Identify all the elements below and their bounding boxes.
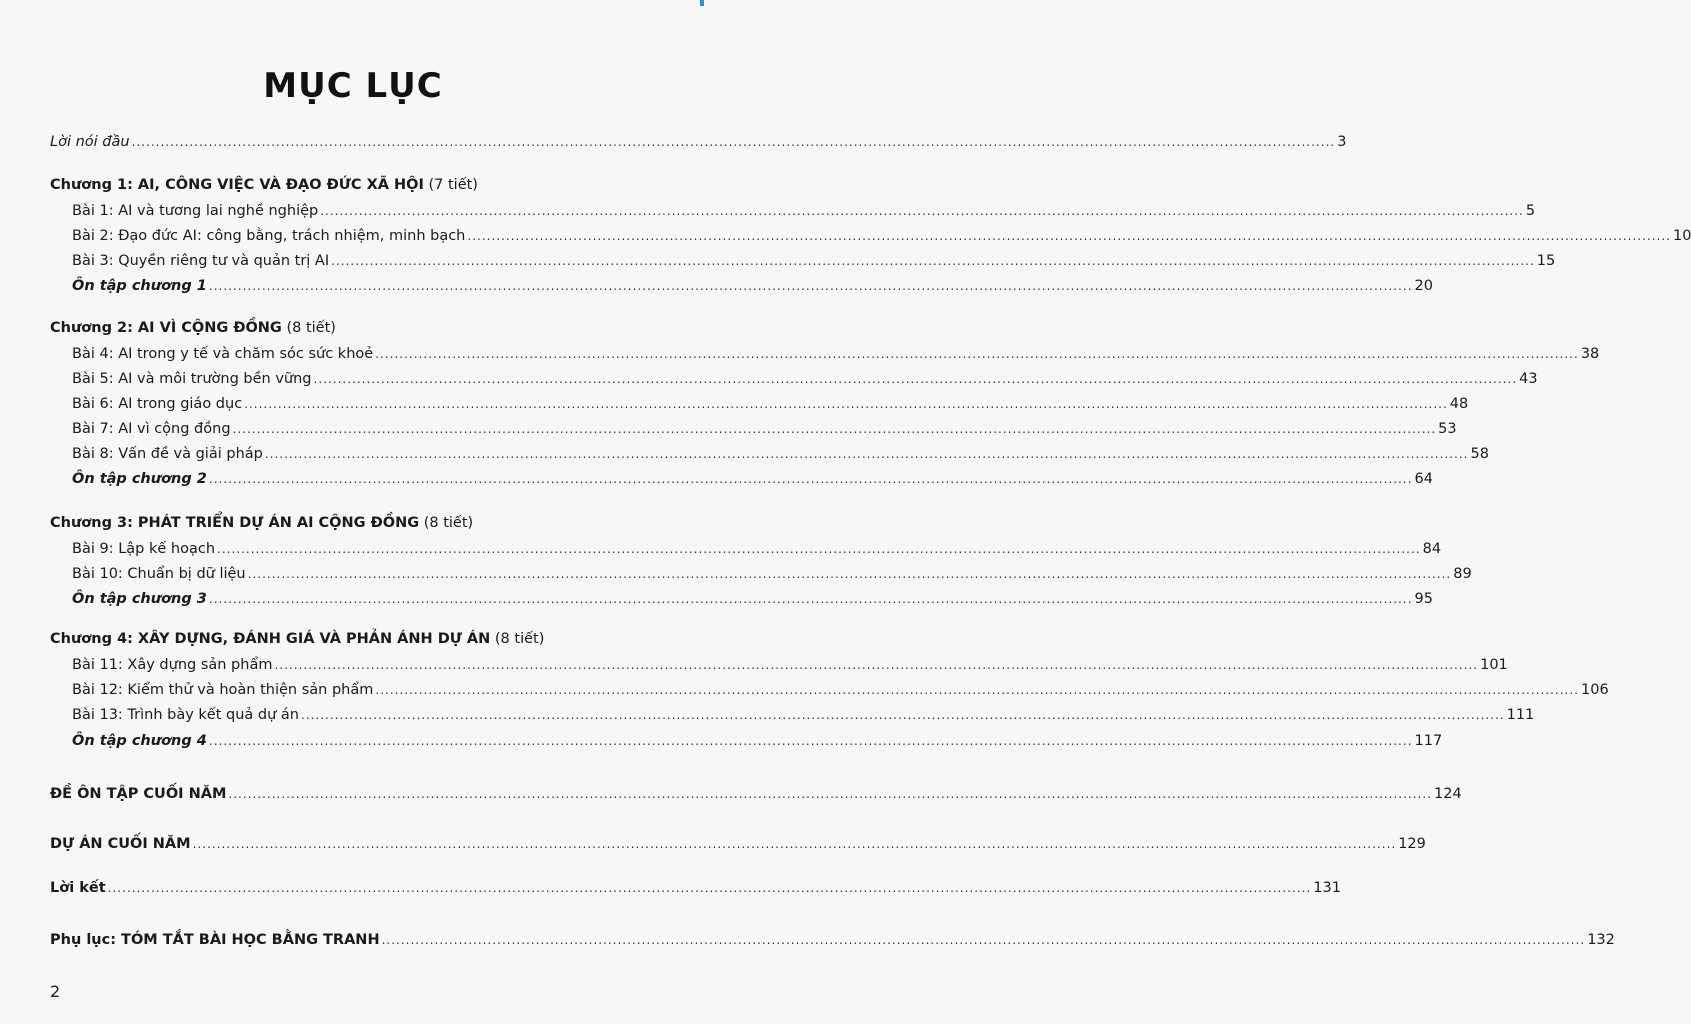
dot-leader: .......................................................................................................................................................................................................................................................... <box>192 837 1397 851</box>
toc-entry-label: Bài 2: Đạo đức AI: công bằng, trách nhiệm, minh bạch <box>72 228 466 244</box>
toc-entry-label: Bài 4: AI trong y tế và chăm sóc sức khoẻ <box>72 346 374 362</box>
toc-entry-label: Bài 8: Vấn đề và giải pháp <box>72 446 263 462</box>
chapter-hours: (7 tiết) <box>428 177 478 193</box>
toc-entry-page: 111 <box>1506 707 1535 723</box>
toc-entry-page: 131 <box>1313 880 1341 896</box>
toc-entry-page: 48 <box>1449 396 1469 412</box>
dot-leader: .......................................................................................................................................................................................................................................................... <box>232 422 1437 436</box>
dot-leader: .......................................................................................................................................................................................................................................................... <box>381 933 1586 947</box>
toc-entry-lesson-11[interactable] <box>0 654 1508 676</box>
page-title: MỤC LỤC <box>263 66 443 106</box>
toc-entry-label: ĐỀ ÔN TẬP CUỐI NĂM <box>50 786 227 802</box>
toc-entry-label: Ôn tập chương 1 <box>72 278 207 294</box>
toc-entry-label: Bài 3: Quyền riêng tư và quản trị AI <box>72 253 330 269</box>
toc-entry-page: 38 <box>1580 346 1600 362</box>
toc-entry-lesson-13[interactable] <box>0 704 1535 726</box>
dot-leader: .......................................................................................................................................................................................................................................................... <box>300 708 1505 722</box>
toc-entry-page: 3 <box>1337 134 1347 150</box>
dot-leader: .......................................................................................................................................................................................................................................................... <box>375 347 1579 361</box>
toc-entry-label: Ôn tập chương 4 <box>72 733 207 749</box>
toc-entry-lesson-9[interactable] <box>0 538 1442 560</box>
toc-entry-page: 89 <box>1453 566 1472 582</box>
dot-leader: .......................................................................................................................................................................................................................................................... <box>244 397 1448 411</box>
chapter-title: Chương 3: PHÁT TRIỂN DỰ ÁN AI CỘNG ĐỒNG <box>50 515 420 531</box>
toc-entry-review-4[interactable] <box>0 730 1443 752</box>
toc-entry-label: Bài 12: Kiểm thử và hoàn thiện sản phẩm <box>72 682 374 698</box>
dot-leader: .......................................................................................................................................................................................................................................................... <box>331 254 1535 268</box>
dot-leader: .......................................................................................................................................................................................................................................................... <box>320 204 1524 218</box>
dot-leader: .......................................................................................................................................................................................................................................................... <box>217 542 1421 556</box>
toc-entry-page: 15 <box>1536 253 1556 269</box>
dot-leader: .......................................................................................................................................................................................................................................................... <box>313 372 1518 386</box>
toc-entry-label: Bài 13: Trình bày kết quả dự án <box>72 707 299 723</box>
toc-entry-label: DỰ ÁN CUỐI NĂM <box>50 836 191 852</box>
toc-entry-appendix[interactable] <box>0 929 1615 951</box>
toc-entry-review-1[interactable] <box>0 275 1433 297</box>
toc-entry-label: Ôn tập chương 3 <box>72 591 207 607</box>
dot-leader: .......................................................................................................................................................................................................................................................... <box>264 447 1469 461</box>
chapter-heading-3[interactable] <box>50 512 473 534</box>
dot-leader: .......................................................................................................................................................................................................................................................... <box>131 135 1336 149</box>
toc-entry-label: Bài 11: Xây dựng sản phẩm <box>72 657 273 673</box>
toc-entry-review-2[interactable] <box>0 468 1433 490</box>
toc-entry-lesson-3[interactable] <box>0 250 1556 272</box>
toc-entry-lesson-4[interactable] <box>0 343 1600 365</box>
toc-entry-final-project[interactable] <box>0 833 1426 855</box>
toc-entry-lesson-2[interactable] <box>0 225 1691 247</box>
toc-entry-intro[interactable] <box>0 131 1347 153</box>
chapter-hours: (8 tiết) <box>494 631 545 647</box>
chapter-hours: (8 tiết) <box>423 515 474 531</box>
dot-leader: .......................................................................................................................................................................................................................................................... <box>274 658 1479 672</box>
chapter-heading-2[interactable] <box>50 317 336 339</box>
toc-entry-lesson-10[interactable] <box>0 563 1472 585</box>
toc-entry-page: 64 <box>1414 471 1433 487</box>
toc-entry-page: 10 <box>1673 228 1691 244</box>
toc-entry-review-3[interactable] <box>0 588 1433 610</box>
dot-leader: .......................................................................................................................................................................................................................................................... <box>208 734 1413 748</box>
toc-entry-page: 106 <box>1581 682 1609 698</box>
toc-entry-label: Bài 5: AI và môi trường bền vững <box>72 371 312 387</box>
toc-entry-page: 132 <box>1587 932 1615 948</box>
toc-entry-page: 124 <box>1434 786 1462 802</box>
dot-leader: .......................................................................................................................................................................................................................................................... <box>208 279 1413 293</box>
toc-entry-page: 20 <box>1414 278 1433 294</box>
toc-entry-label: Bài 10: Chuẩn bị dữ liệu <box>72 566 246 582</box>
toc-entry-label: Bài 1: AI và tương lai nghề nghiệp <box>72 203 319 219</box>
toc-entry-page: 53 <box>1438 421 1457 437</box>
toc-entry-lesson-12[interactable] <box>0 679 1609 701</box>
toc-entry-label: Bài 9: Lập kế hoạch <box>72 541 216 557</box>
dot-leader: .......................................................................................................................................................................................................................................................... <box>228 787 1432 801</box>
dot-leader: .......................................................................................................................................................................................................................................................... <box>208 472 1413 486</box>
toc-entry-lesson-6[interactable] <box>0 393 1469 415</box>
chapter-title: Chương 4: XÂY DỰNG, ĐÁNH GIÁ VÀ PHẢN ÁNH DỰ ÁN <box>50 631 491 647</box>
chapter-heading-1[interactable] <box>50 174 478 196</box>
toc-entry-label: Lời kết <box>50 880 106 896</box>
chapter-hours: (8 tiết) <box>286 320 336 336</box>
toc-entry-page: 5 <box>1525 203 1536 219</box>
toc-entry-label: Ôn tập chương 2 <box>72 471 207 487</box>
dot-leader: .......................................................................................................................................................................................................................................................... <box>467 229 1672 243</box>
dot-leader: .......................................................................................................................................................................................................................................................... <box>247 567 1452 581</box>
toc-entry-label: Bài 6: AI trong giáo dục <box>72 396 243 412</box>
toc-entry-page: 58 <box>1470 446 1489 462</box>
dot-leader: .......................................................................................................................................................................................................................................................... <box>107 881 1312 895</box>
dot-leader: .......................................................................................................................................................................................................................................................... <box>208 592 1413 606</box>
toc-entry-closing[interactable] <box>0 877 1341 899</box>
toc-entry-label: Bài 7: AI vì cộng đồng <box>72 421 231 437</box>
toc-entry-page: 43 <box>1519 371 1538 387</box>
toc-entry-lesson-5[interactable] <box>0 368 1538 390</box>
toc-entry-lesson-8[interactable] <box>0 443 1489 465</box>
toc-entry-page: 117 <box>1414 733 1443 749</box>
toc-entry-lesson-7[interactable] <box>0 418 1457 440</box>
toc-entry-page: 101 <box>1480 657 1508 673</box>
toc-entry-label: Lời nói đầu <box>50 134 130 150</box>
toc-entry-lesson-1[interactable] <box>0 200 1536 222</box>
page-number: 2 <box>50 982 61 1001</box>
toc-entry-page: 129 <box>1398 836 1426 852</box>
toc-entry-page: 84 <box>1422 541 1442 557</box>
chapter-title: Chương 2: AI VÌ CỘNG ĐỒNG <box>50 320 282 336</box>
chapter-heading-4[interactable] <box>50 628 544 650</box>
chapter-title: Chương 1: AI, CÔNG VIỆC VÀ ĐẠO ĐỨC XÃ HỘI <box>50 177 424 193</box>
toc-entry-label: Phụ lục: TÓM TẮT BÀI HỌC BẰNG TRANH <box>50 932 380 948</box>
toc-entry-final-review[interactable] <box>0 783 1462 805</box>
toc-entry-page: 95 <box>1414 591 1433 607</box>
dot-leader: .......................................................................................................................................................................................................................................................... <box>375 683 1579 697</box>
